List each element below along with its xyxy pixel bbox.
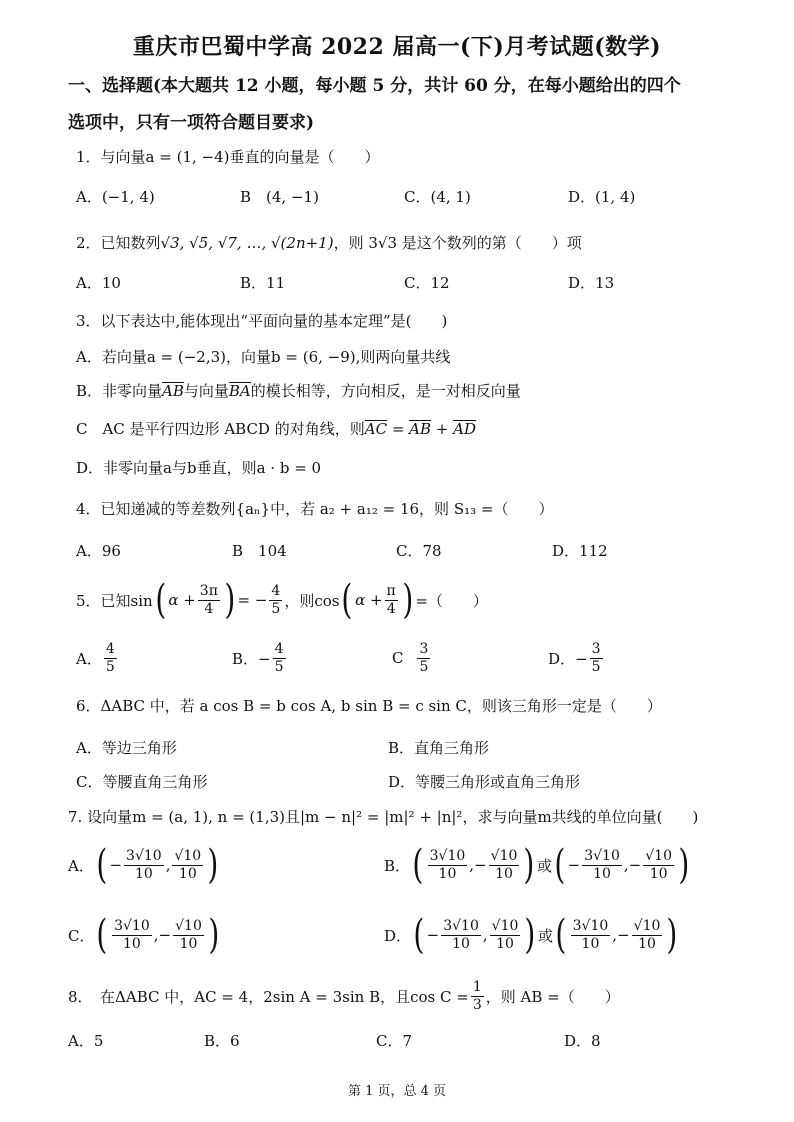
q2-stem-pre: 2．已知数列 (76, 234, 161, 252)
q3-option-c (76, 418, 476, 439)
q7-a-comma: , (165, 856, 171, 874)
q5-f2-den: 5 (271, 600, 281, 617)
q7-c-f1-num: 3√10 (114, 917, 150, 934)
q4-option-c: C．78 (396, 542, 442, 560)
q5-stem (76, 576, 488, 624)
q7-b-f4-den: 10 (649, 865, 668, 882)
q7-c-f1-den: 10 (123, 935, 141, 952)
q7-b-f2-den: 10 (495, 865, 513, 882)
q7-b-f1-num: 3√10 (429, 847, 466, 864)
q7-a-f2-den: 10 (178, 865, 197, 882)
q7-d-open-paren-1: ( (413, 912, 425, 958)
q7-d-frac-2 (490, 918, 521, 953)
q5-option-d (548, 636, 605, 680)
q7-d-minus-2: − (617, 926, 630, 944)
q5-d-label: D．− (548, 649, 588, 668)
q7-b-frac-1 (428, 848, 468, 883)
q7-c-frac-1 (112, 918, 152, 953)
q2-sequence: √3, √5, √7, …, √(2n+1) (160, 234, 334, 252)
q7-d-label: D． (384, 926, 412, 945)
q3-option-a: A．若向量a = (−2,3)，向量b = (6, −9),则两向量共线 (76, 348, 451, 366)
q5-option-c (392, 636, 432, 680)
q7-stem: 7. 设向量m = (a, 1), n = (1,3)且|m − n|² = |m|² + |n|²，求与向量m共线的单位向量( ) (68, 808, 699, 826)
vector-ab-2: AB (409, 420, 432, 438)
q7-option-c (68, 910, 221, 960)
q8-f-den: 3 (472, 996, 482, 1013)
q5-d-den: 5 (591, 658, 601, 675)
q2-option-d: D．13 (568, 274, 615, 292)
q5-alpha-plus-1: α + (168, 591, 196, 609)
q2-option-b: B．11 (240, 274, 286, 292)
q7-b-f1-den: 10 (438, 865, 457, 882)
q8-stem-pre: 8． 在ΔABC 中，AC = 4，2sin A = 3sin B，且cos C = (68, 987, 469, 1006)
q7-b-frac-2 (489, 848, 520, 883)
q7-c-close-paren: ) (208, 912, 220, 958)
q7-option-b (384, 840, 692, 890)
q8-stem-post: ，则 AB =（ ） (485, 987, 620, 1006)
q1-option-c: C．(4, 1) (404, 188, 471, 206)
q6-option-c: C．等腰直角三角形 (76, 773, 208, 791)
q7-d-f2-num: √10 (491, 917, 519, 934)
q5-f3-den: 4 (386, 600, 396, 617)
q5-equals: = − (237, 591, 268, 609)
q5-post: =（ ） (415, 591, 488, 610)
q7-b-f4-num: √10 (645, 847, 672, 864)
q1-option-a: A．(−1, 4) (76, 188, 155, 206)
q7-d-comma-1: , (482, 926, 488, 944)
q5-open-paren-2: ( (341, 577, 353, 623)
q7-d-open-paren-2: ( (555, 912, 567, 958)
q7-b-minus-1: − (474, 856, 487, 874)
q7-b-f3-num: 3√10 (584, 847, 620, 864)
q7-d-frac-1 (441, 918, 481, 953)
q5-fraction-pi-4 (385, 583, 398, 618)
section-line-1: 一、选择题(本大题共 12 小题，每小题 5 分，共计 60 分，在每小题给出的四个 (68, 76, 681, 96)
q7-b-label: B． (384, 856, 411, 875)
q5-d-num: 3 (591, 640, 601, 657)
q6-option-d: D．等腰三角形或直角三角形 (388, 773, 581, 791)
q7-a-label: A． (68, 856, 94, 875)
q5-a-num: 4 (105, 640, 115, 657)
q7-option-a (68, 840, 221, 890)
q5-fraction-3pi-4 (198, 583, 220, 618)
vector-ac: AC (364, 420, 388, 438)
q3-option-b (76, 380, 521, 401)
q8-option-c: C．7 (376, 1032, 413, 1050)
q7-b-frac-4 (643, 848, 674, 883)
q7-b-close-paren-1: ) (523, 842, 535, 888)
q1-option-b: B (4, −1) (240, 188, 319, 206)
page-footer: 第 1 页，总 4 页 (347, 1084, 447, 1099)
q7-d-f4-den: 10 (638, 935, 656, 952)
q2-stem-post: ，则 3√3 是这个数列的第（ ）项 (333, 234, 582, 252)
q7-b-open-paren-2: ( (554, 842, 566, 888)
q7-d-f3-den: 10 (581, 935, 600, 952)
q7-d-close-paren-2: ) (666, 912, 678, 958)
q2-stem (76, 232, 582, 253)
q7-c-open-paren: ( (96, 912, 108, 958)
q7-c-comma: , (153, 926, 159, 944)
q4-option-a: A．96 (76, 542, 121, 560)
q7-b-comma-2: , (623, 856, 629, 874)
q7-d-or: 或 (538, 926, 554, 945)
section-heading (68, 68, 748, 142)
q7-d-f1-num: 3√10 (443, 917, 479, 934)
vector-ad: AD (453, 420, 476, 438)
page-title: 重庆市巴蜀中学高 2022 届高一(下)月考试题(数学) (132, 34, 662, 60)
q5-open-paren-1: ( (155, 577, 166, 623)
q1-option-d: D．(1, 4) (568, 188, 636, 206)
q7-option-d (384, 910, 680, 960)
q5-alpha-plus-2: α + (355, 591, 383, 609)
q5-c-label: C (392, 649, 404, 667)
q5-cos-label: ，则cos (284, 591, 340, 610)
q3-c-eq: = (387, 420, 410, 438)
q7-d-close-paren-1: ) (524, 912, 536, 958)
q3-b-pre: B．非零向量 (76, 382, 163, 400)
q4-option-d: D．112 (552, 542, 608, 560)
q5-b-den: 5 (274, 658, 284, 675)
q7-c-f2-num: √10 (175, 917, 202, 934)
q7-b-open-paren-1: ( (412, 842, 424, 888)
q7-a-frac-2 (172, 848, 203, 883)
q8-fraction-1-3 (471, 979, 484, 1014)
q7-b-f2-num: √10 (490, 847, 518, 864)
q5-d-fraction (590, 641, 603, 676)
q5-a-fraction (104, 641, 117, 676)
q5-c-den: 5 (419, 658, 429, 675)
q7-d-f2-den: 10 (496, 935, 514, 952)
q7-c-frac-2 (173, 918, 204, 953)
q3-c-pre: C AC 是平行四边形 ABCD 的对角线，则 (76, 420, 365, 438)
q5-f1-den: 4 (204, 600, 214, 617)
q5-a-den: 5 (105, 658, 115, 675)
q7-d-comma-2: , (612, 926, 618, 944)
q5-f2-num: 4 (271, 582, 281, 599)
q7-a-close-paren: ) (207, 842, 219, 888)
q5-option-b (232, 636, 288, 680)
q7-a-minus: − (109, 856, 123, 874)
q1-stem: 1．与向量a = (1, −4)垂直的向量是（ ） (76, 148, 380, 166)
q7-d-minus-1: − (426, 926, 440, 944)
q5-close-paren-2: ) (402, 577, 414, 623)
q7-a-f1-den: 10 (134, 865, 153, 882)
q7-a-f1-num: 3√10 (126, 847, 162, 864)
q7-c-f2-den: 10 (179, 935, 198, 952)
q7-d-frac-4 (632, 918, 663, 953)
q7-b-comma-1: , (469, 856, 475, 874)
q7-d-f3-num: 3√10 (572, 917, 609, 934)
q7-d-frac-3 (571, 918, 611, 953)
q3-c-plus: + (431, 420, 454, 438)
q7-d-f1-den: 10 (452, 935, 470, 952)
q7-b-close-paren-2: ) (678, 842, 690, 888)
q6-option-b: B．直角三角形 (388, 739, 490, 757)
q7-a-open-paren: ( (96, 842, 108, 888)
q3-option-d: D．非零向量a与b垂直，则a · b = 0 (76, 459, 322, 477)
q2-option-a: A．10 (76, 274, 121, 292)
q7-a-f2-num: √10 (174, 847, 202, 864)
q4-option-b: B 104 (232, 542, 287, 560)
q5-c-num: 3 (419, 640, 429, 657)
q7-b-minus-2: − (567, 856, 581, 874)
q7-a-frac-1 (124, 848, 164, 883)
q3-b-mid: 与向量 (183, 382, 229, 400)
q5-c-fraction (417, 641, 430, 676)
q5-f3-num: π (386, 582, 396, 599)
q5-b-num: 4 (274, 640, 284, 657)
vector-ab: AB (162, 382, 184, 400)
q5-b-label: B．− (232, 649, 271, 668)
q7-c-label: C． (68, 926, 95, 945)
q5-close-paren-1: ) (224, 577, 236, 623)
q3-stem: 3．以下表达中,能体现出“平面向量的基本定理”是( ) (76, 312, 448, 330)
q7-b-frac-3 (582, 848, 622, 883)
q3-b-post: 的模长相等，方向相反，是一对相反向量 (250, 382, 521, 400)
vector-ba: BA (228, 382, 251, 400)
q5-option-a (76, 636, 119, 680)
q5-sin-label: 5．已知sin (76, 591, 153, 610)
q7-b-or: 或 (537, 856, 553, 875)
q4-stem: 4．已知递减的等差数列{aₙ}中，若 a₂ + a₁₂ = 16，则 S₁₃ =（ ） (76, 500, 554, 518)
q8-f-num: 1 (472, 978, 482, 995)
section-line-2: 选项中，只有一项符合题目要求) (68, 113, 315, 133)
q7-b-f3-den: 10 (593, 865, 611, 882)
q5-a-label: A． (76, 649, 102, 668)
q7-d-f4-num: √10 (633, 917, 661, 934)
q8-option-d: D．8 (564, 1032, 601, 1050)
q6-option-a: A．等边三角形 (76, 739, 177, 757)
q8-option-b: B．6 (204, 1032, 240, 1050)
q5-fraction-4-5 (269, 583, 282, 618)
q8-option-a: A．5 (68, 1032, 104, 1050)
q5-f1-num: 3π (199, 582, 218, 599)
q5-b-fraction (273, 641, 286, 676)
q8-stem (68, 976, 620, 1016)
q2-option-c: C．12 (404, 274, 450, 292)
q6-stem: 6．ΔABC 中，若 a cos B = b cos A, b sin B = c sin C，则该三角形一定是（ ） (76, 697, 662, 715)
q7-b-minus-3: − (628, 856, 642, 874)
q7-c-minus: − (158, 926, 172, 944)
